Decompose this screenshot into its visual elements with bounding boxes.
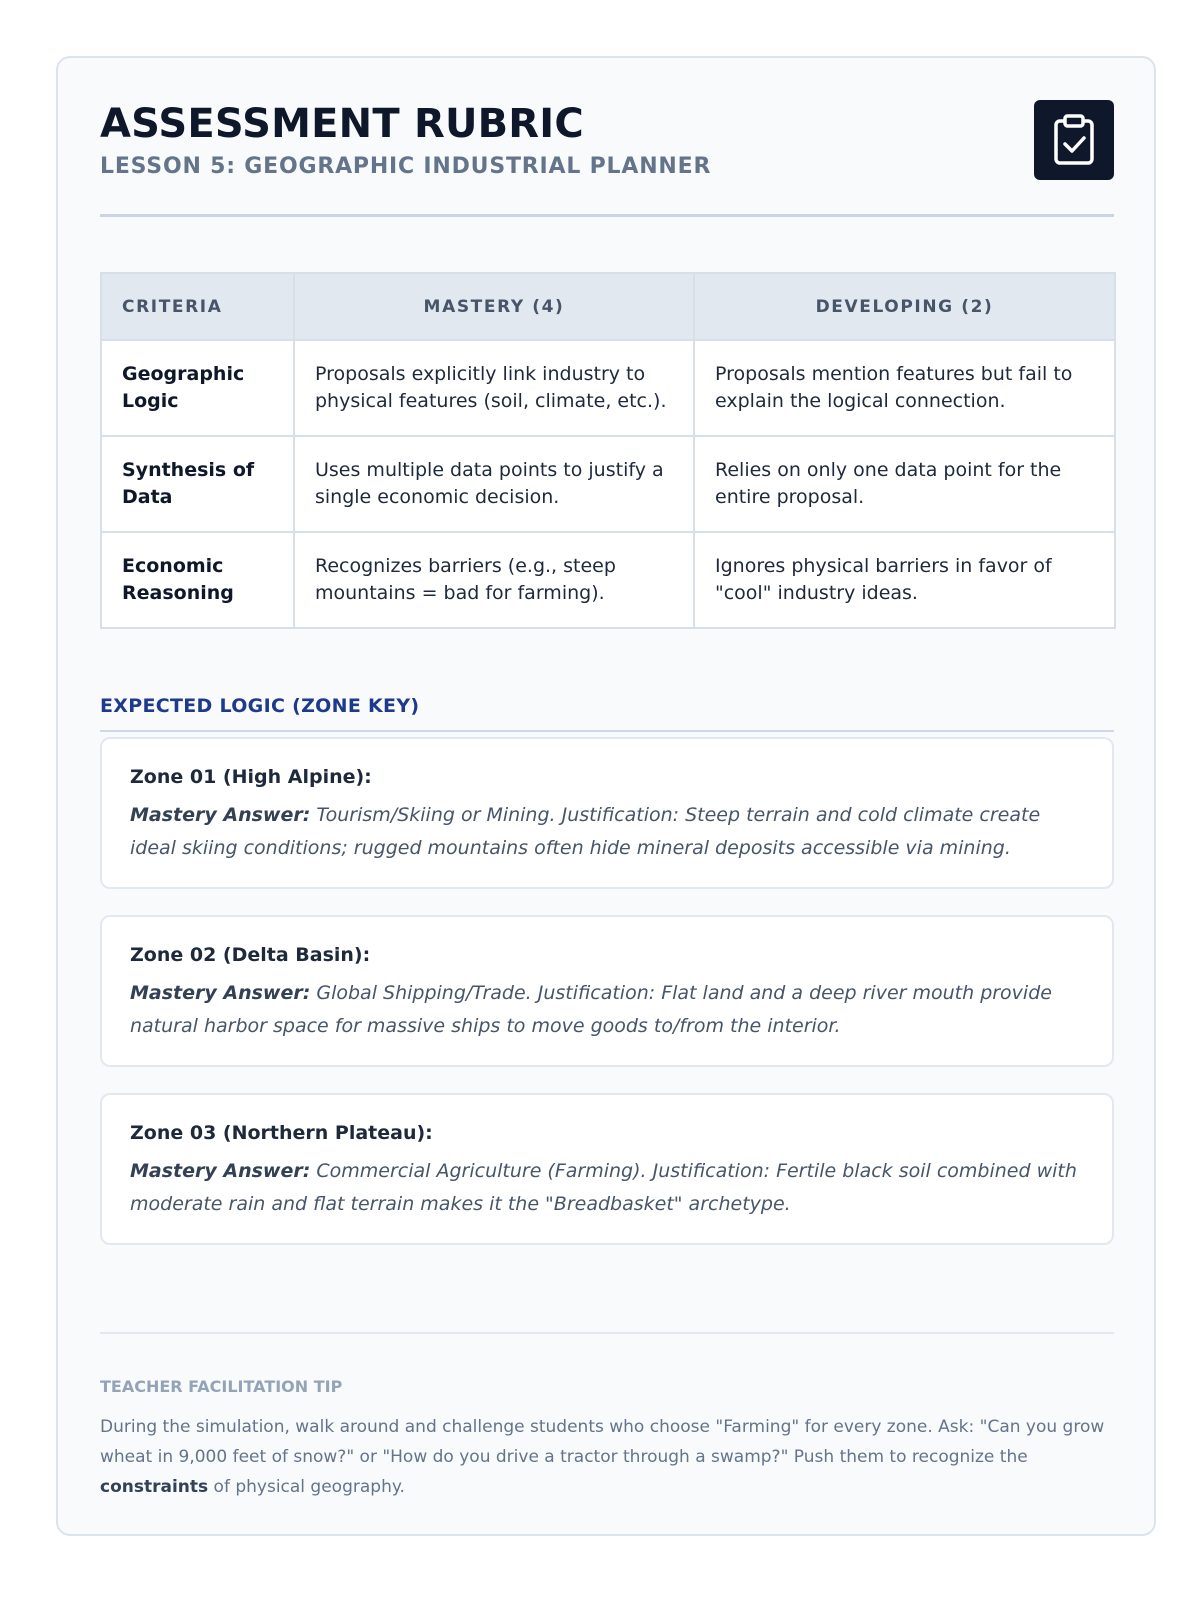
clipboard-badge xyxy=(1034,100,1114,180)
tip-emphasis: constraints xyxy=(100,1477,209,1497)
zone-answer-text: Tourism/Skiing or Mining. Justification: Steep terrain and cold climate create ideal skiing conditions; rugged mountains often hide mineral deposits accessible via mining. xyxy=(130,804,1041,859)
table-row xyxy=(101,340,1115,436)
criteria-cell: Geographic Logic xyxy=(101,340,294,436)
page-title: ASSESSMENT RUBRIC xyxy=(100,101,584,147)
table-row xyxy=(101,436,1115,532)
tip-label: TEACHER FACILITATION TIP xyxy=(100,1377,343,1396)
zone-answer xyxy=(130,977,1086,1043)
table-row xyxy=(101,532,1115,628)
teacher-tip xyxy=(100,1332,1114,1502)
zone-answer-text: Global Shipping/Trade. Justification: Flat land and a deep river mouth provide natural harbor space for massive ships to move goods to/from the interior. xyxy=(130,982,1052,1037)
zone-title: Zone 03 (Northern Plateau): xyxy=(130,1122,433,1144)
zone-card xyxy=(100,737,1114,889)
mastery-answer-label: Mastery Answer: xyxy=(130,982,311,1004)
zone-title: Zone 01 (High Alpine): xyxy=(130,766,372,788)
rubric-table xyxy=(100,272,1116,629)
column-header-developing: DEVELOPING (2) xyxy=(694,273,1115,340)
tip-text-before: During the simulation, walk around and challenge students who choose "Farming" for every zone. Ask: "Can you grow wheat in 9,000 feet of snow?" or "How do you drive a tractor through a swamp?" Push them to recognize the xyxy=(100,1417,1105,1467)
zone-answer-text: Commercial Agriculture (Farming). Justification: Fertile black soil combined with moderate rain and flat terrain makes it the "Breadbasket" archetype. xyxy=(130,1160,1077,1215)
mastery-answer-label: Mastery Answer: xyxy=(130,804,311,826)
mastery-cell: Recognizes barriers (e.g., steep mountains = bad for farming). xyxy=(294,532,694,628)
zone-answer xyxy=(130,799,1086,865)
page-subtitle: LESSON 5: GEOGRAPHIC INDUSTRIAL PLANNER xyxy=(100,154,712,179)
mastery-cell: Uses multiple data points to justify a single economic decision. xyxy=(294,436,694,532)
table-header-row xyxy=(101,273,1115,340)
tip-text xyxy=(100,1412,1114,1502)
clipboard-check-icon xyxy=(1051,114,1097,166)
tip-text-after: of physical geography. xyxy=(208,1477,405,1497)
criteria-cell: Economic Reasoning xyxy=(101,532,294,628)
header xyxy=(100,100,1114,217)
zone-card xyxy=(100,915,1114,1067)
developing-cell: Ignores physical barriers in favor of "cool" industry ideas. xyxy=(694,532,1115,628)
zone-title: Zone 02 (Delta Basin): xyxy=(130,944,371,966)
mastery-cell: Proposals explicitly link industry to physical features (soil, climate, etc.). xyxy=(294,340,694,436)
rubric-card xyxy=(56,56,1156,1536)
mastery-answer-label: Mastery Answer: xyxy=(130,1160,311,1182)
developing-cell: Relies on only one data point for the entire proposal. xyxy=(694,436,1115,532)
criteria-cell: Synthesis of Data xyxy=(101,436,294,532)
zone-card xyxy=(100,1093,1114,1245)
zone-answer xyxy=(130,1155,1086,1221)
zone-key-heading: EXPECTED LOGIC (ZONE KEY) xyxy=(100,694,1114,732)
column-header-criteria: CRITERIA xyxy=(101,273,294,340)
developing-cell: Proposals mention features but fail to explain the logical connection. xyxy=(694,340,1115,436)
column-header-mastery: MASTERY (4) xyxy=(294,273,694,340)
